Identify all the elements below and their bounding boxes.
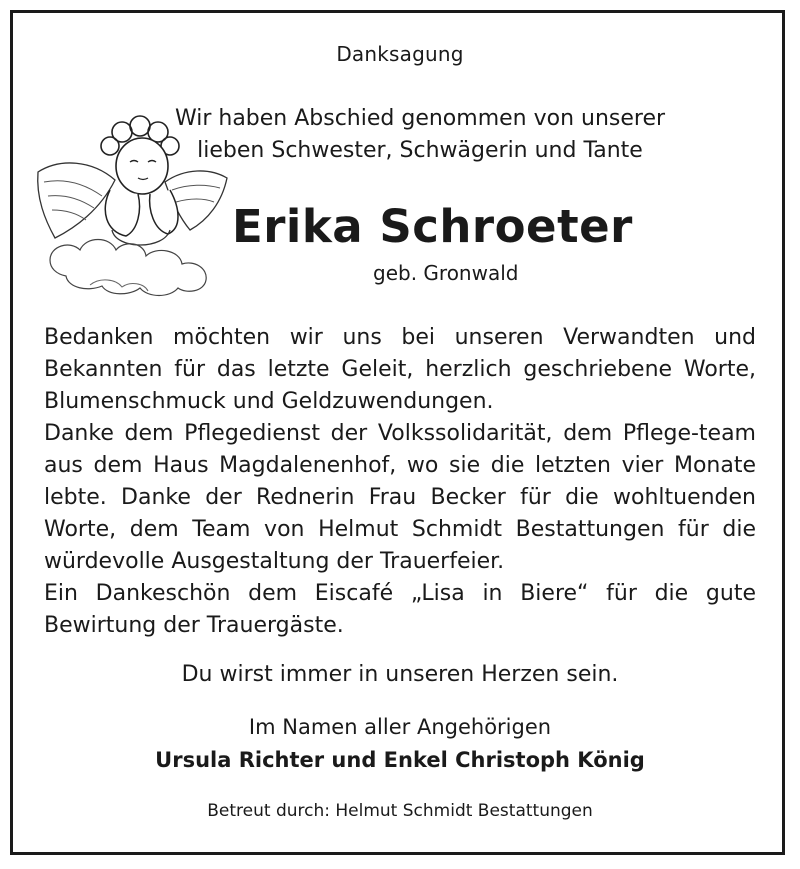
footer-text: Betreut durch: Helmut Schmidt Bestattungen	[207, 801, 593, 821]
thanks-paragraph-1: Bedanken möchten wir uns bei unseren Verwandten und Bekannten für das letzte Geleit, herzlich geschriebene Worte, Blumenschmuck und Geldzuwendungen.	[44, 325, 756, 414]
deceased-name: Erika Schroeter	[232, 200, 633, 253]
signature-intro: Im Namen aller Angehörigen	[248, 715, 552, 739]
thanks-paragraph-3: Ein Dankeschön dem Eiscafé „Lisa in Biere“ für die gute Bewirtung der Trauergäste.	[44, 581, 756, 638]
signature-names: Ursula Richter und Enkel Christoph König	[155, 748, 645, 772]
intro-line-1: Wir haben Abschied genommen von unserer	[174, 106, 666, 131]
cherub-angel-icon	[30, 110, 230, 300]
birth-name: geb. Gronwald	[373, 261, 519, 285]
thanks-text	[44, 322, 756, 642]
thanks-paragraph-2: Danke dem Pflegedienst der Volkssolidarität, dem Pflege-team aus dem Haus Magdalenenhof, wo sie die letzten vier Monate lebte. Danke der Rednerin Frau Becker für die wohltuenden Worte, dem Team von Helmut Schmidt Bestattungen für die würdevolle Ausgestaltung der Trauerfeier.	[44, 421, 756, 574]
intro-line-2: lieben Schwester, Schwägerin und Tante	[197, 138, 643, 163]
notice-heading: Danksagung	[336, 42, 464, 66]
closing-line: Du wirst immer in unseren Herzen sein.	[181, 662, 619, 687]
